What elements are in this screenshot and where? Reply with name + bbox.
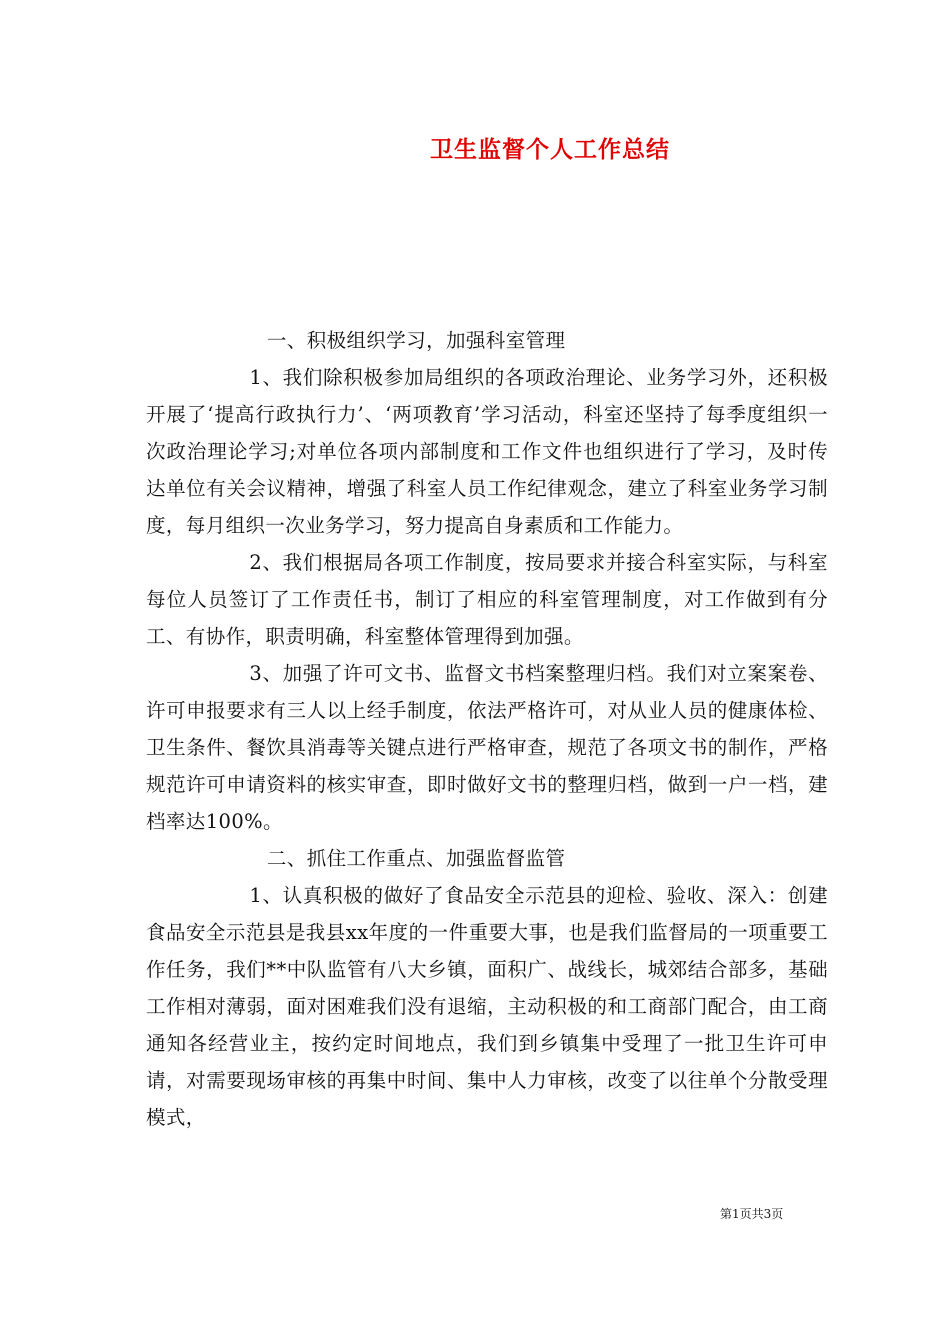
page-number-footer: 第1页共3页 [720,1207,784,1221]
paragraph: 3、加强了许可文书、监督文书档案整理归档。我们对立案案卷、许可申报要求有三人以上经手制度，依法严格许可，对从业人员的健康体检、卫生条件、餐饮具消毒等关键点进行严格审查，规范了各项文书的制作，严格规范许可申请资料的核实审查，即时做好文书的整理归档，做到一户一档，建档率达100%。 [146,662,828,833]
page-title: 卫生监督个人工作总结 [430,136,670,163]
section-heading: 二、抓住工作重点、加强监督监管 [266,847,566,870]
document-body [146,322,828,1136]
paragraph: 1、认真积极的做好了食品安全示范县的迎检、验收、深入：创建食品安全示范县是我县xx年度的一件重要大事，也是我们监督局的一项重要工作任务，我们**中队监管有八大乡镇，面积广、战线长，城郊结合部多，基础工作相对薄弱，面对困难我们没有退缩，主动积极的和工商部门配合，由工商通知各经营业主，按约定时间地点，我们到乡镇集中受理了一批卫生许可申请，对需要现场审核的再集中时间、集中人力审核，改变了以往单个分散受理模式， [146,884,828,1129]
section-heading: 一、积极组织学习，加强科室管理 [266,329,566,352]
paragraph: 2、我们根据局各项工作制度，按局要求并接合科室实际，与科室每位人员签订了工作责任书，制订了相应的科室管理制度，对工作做到有分工、有协作，职责明确，科室整体管理得到加强。 [146,551,828,648]
paragraph: 1、我们除积极参加局组织的各项政治理论、业务学习外，还积极开展了‘提高行政执行力’、‘两项教育’学习活动，科室还坚持了每季度组织一次政治理论学习;对单位各项内部制度和工作文件也组织进行了学习，及时传达单位有关会议精神，增强了科室人员工作纪律观念，建立了科室业务学习制度，每月组织一次业务学习，努力提高自身素质和工作能力。 [146,366,828,537]
